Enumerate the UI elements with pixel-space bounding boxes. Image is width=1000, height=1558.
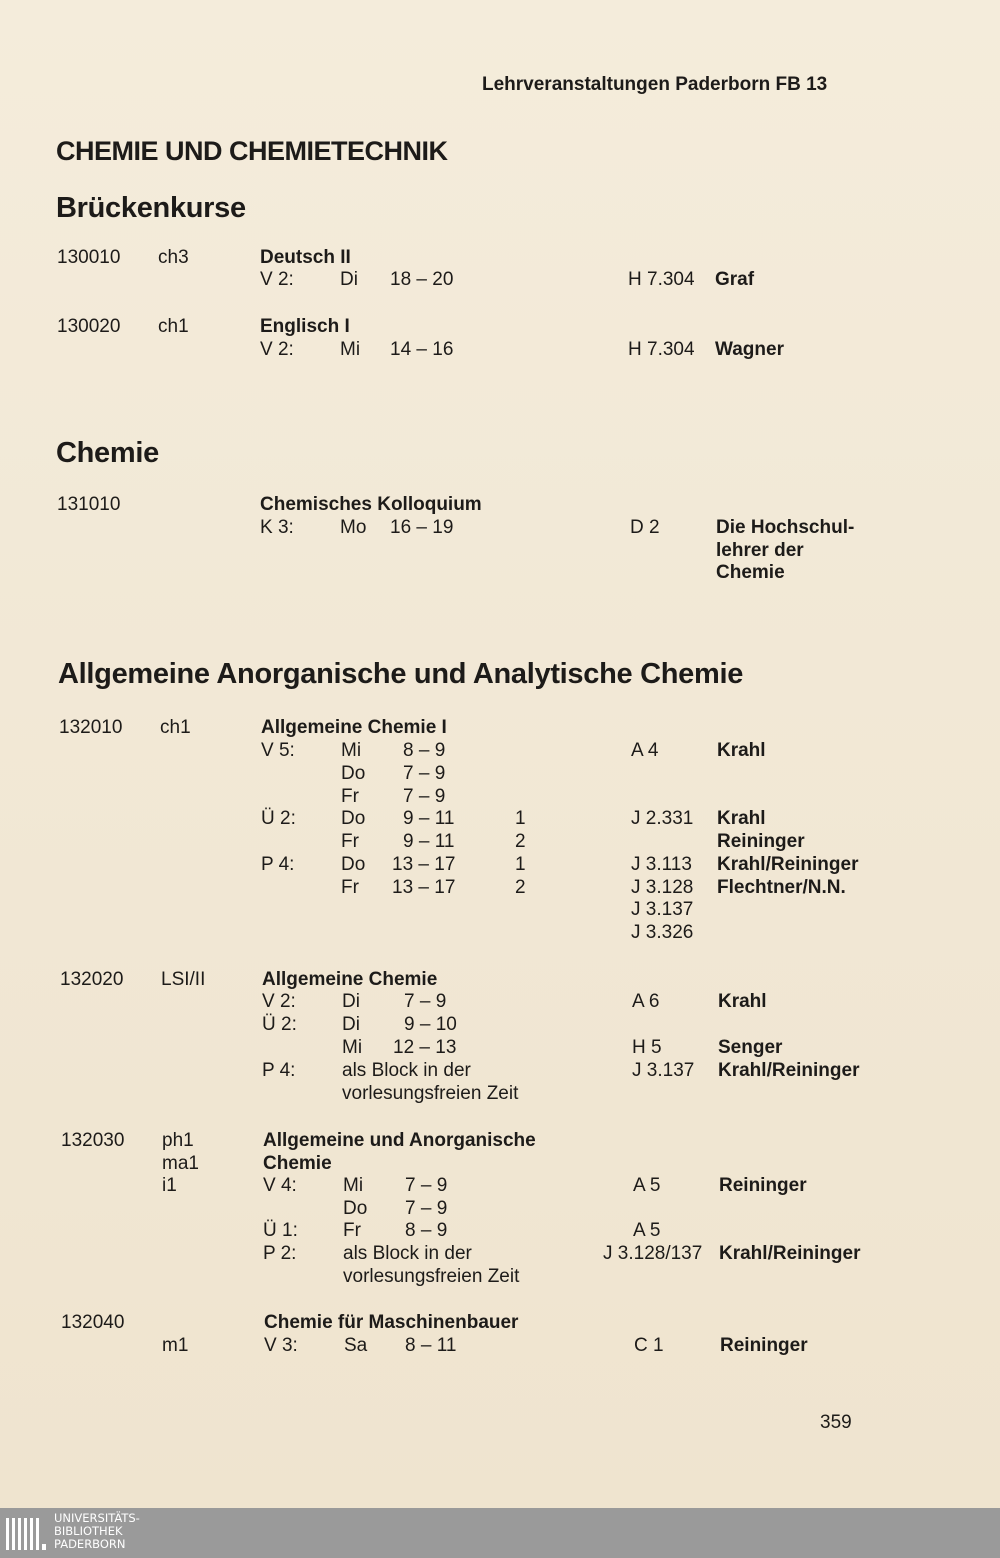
course-number: 132020 [60,969,124,990]
course-title: Chemisches Kolloquium [260,494,482,515]
lecture-type: V 2: [262,991,296,1012]
session-group: 1 [515,808,526,829]
course-lecturer-line: lehrer der [716,540,804,561]
session-time: 9 – 11 [403,831,455,852]
session-day: Fr [343,1220,361,1241]
course-day: Mi [340,339,361,360]
session-lecturer: Reininger [720,1335,808,1356]
library-footer [0,1508,1000,1558]
page-number: 359 [820,1412,852,1433]
exercise-type: Ü 2: [261,808,296,829]
course-room: H 7.304 [628,269,695,290]
session-time: 8 – 9 [405,1220,448,1241]
session-day: Sa [344,1335,368,1356]
session-time: 7 – 9 [404,991,447,1012]
course-title: Chemie für Maschinenbauer [264,1312,519,1333]
course-lecturer: Graf [715,269,755,290]
session-lecturer: Flechtner/N.N. [717,877,846,898]
session-group: 2 [515,831,526,852]
course-number: 132030 [61,1130,125,1151]
lecture-type: V 4: [263,1175,297,1196]
course-lecturer-line: Chemie [716,562,785,583]
session-room: H 5 [632,1037,662,1058]
session-time: 12 – 13 [393,1037,457,1058]
session-lecturer: Krahl/Reininger [718,1060,860,1081]
session-note: vorlesungsfreien Zeit [342,1083,519,1104]
section-heading-chemie: Chemie [56,437,159,469]
session-day: Di [342,991,360,1012]
exercise-type: Ü 2: [262,1014,297,1035]
course-number: 132010 [59,717,123,738]
course-time: 14 – 16 [390,339,454,360]
running-head: Lehrveranstaltungen Paderborn FB 13 [482,74,828,95]
session-day: Mi [343,1175,364,1196]
course-code: i1 [162,1175,177,1196]
section-heading-brueckenkurse: Brückenkurse [56,192,246,224]
session-room: J 3.113 [631,854,692,875]
session-room: A 5 [633,1175,661,1196]
course-time: 16 – 19 [390,517,454,538]
course-code: ma1 [162,1153,199,1174]
session-lecturer: Krahl/Reininger [717,854,859,875]
session-time: 7 – 9 [403,763,446,784]
lecture-type: V 5: [261,740,295,761]
course-number: 131010 [57,494,121,515]
session-time: 13 – 17 [392,877,456,898]
session-group: 1 [515,854,526,875]
session-time: 13 – 17 [392,854,456,875]
lecture-type: V 3: [264,1335,298,1356]
course-title: Chemie [263,1153,332,1174]
course-code: ph1 [162,1130,194,1151]
course-code: ch1 [160,717,191,738]
session-room: C 1 [634,1335,664,1356]
session-lecturer: Reininger [717,831,805,852]
session-note: als Block in der [342,1060,471,1081]
session-note: vorlesungsfreien Zeit [343,1266,520,1287]
practical-type: P 4: [262,1060,296,1081]
course-lecturer: Wagner [715,339,784,360]
session-room: J 3.128/137 [603,1243,703,1264]
course-day: Mo [340,517,367,538]
session-day: Do [341,808,366,829]
course-room: H 7.304 [628,339,695,360]
session-lecturer: Senger [718,1037,783,1058]
session-time: 7 – 9 [405,1198,448,1219]
library-name-line: BIBLIOTHEK [54,1524,123,1538]
session-lecturer: Krahl [717,740,766,761]
session-lecturer: Reininger [719,1175,807,1196]
course-time: 18 – 20 [390,269,454,290]
course-title: Allgemeine Chemie I [261,717,447,738]
session-group: 2 [515,877,526,898]
course-code: m1 [162,1335,189,1356]
course-title: Allgemeine und Anorganische [263,1130,536,1151]
course-number: 130020 [57,316,121,337]
course-type: V 2: [260,269,294,290]
session-room: J 3.326 [631,922,694,943]
course-code: LSI/II [161,969,206,990]
practical-type: P 4: [261,854,295,875]
course-number: 132040 [61,1312,125,1333]
course-number: 130010 [57,247,121,268]
session-room: A 6 [632,991,660,1012]
session-room: A 5 [633,1220,661,1241]
exercise-type: Ü 1: [263,1220,298,1241]
session-lecturer: Krahl [717,808,766,829]
course-room: D 2 [630,517,660,538]
session-day: Mi [342,1037,363,1058]
session-time: 7 – 9 [403,786,446,807]
session-day: Do [341,854,366,875]
session-day: Fr [341,786,359,807]
course-code: ch1 [158,316,189,337]
library-name-line: PADERBORN [54,1537,126,1551]
practical-type: P 2: [263,1243,297,1264]
course-type: K 3: [260,517,294,538]
course-lecturer-line: Die Hochschul- [716,517,855,538]
library-name [54,1512,140,1551]
session-day: Do [343,1198,368,1219]
session-time: 8 – 9 [403,740,446,761]
session-time: 8 – 11 [405,1335,457,1356]
session-lecturer: Krahl [718,991,767,1012]
course-day: Di [340,269,358,290]
section-heading-anorganische: Allgemeine Anorganische und Analytische Chemie [58,658,744,690]
session-room: J 3.137 [631,899,694,920]
course-title: Deutsch II [260,247,351,268]
session-note: als Block in der [343,1243,472,1264]
course-type: V 2: [260,339,294,360]
session-room: J 3.128 [631,877,694,898]
session-day: Mi [341,740,362,761]
library-logo-icon [4,1514,46,1554]
library-name-line: UNIVERSITÄTS- [54,1511,140,1525]
course-title: Allgemeine Chemie [262,969,438,990]
page-title: CHEMIE UND CHEMIETECHNIK [56,136,448,166]
session-time: 9 – 11 [403,808,455,829]
session-room: J 3.137 [632,1060,695,1081]
session-day: Fr [341,877,359,898]
session-time: 9 – 10 [404,1014,457,1035]
session-room: A 4 [631,740,659,761]
session-room: J 2.331 [631,808,694,829]
session-time: 7 – 9 [405,1175,448,1196]
session-lecturer: Krahl/Reininger [719,1243,861,1264]
session-day: Di [342,1014,360,1035]
course-code: ch3 [158,247,189,268]
session-day: Fr [341,831,359,852]
session-day: Do [341,763,366,784]
course-title: Englisch I [260,316,350,337]
